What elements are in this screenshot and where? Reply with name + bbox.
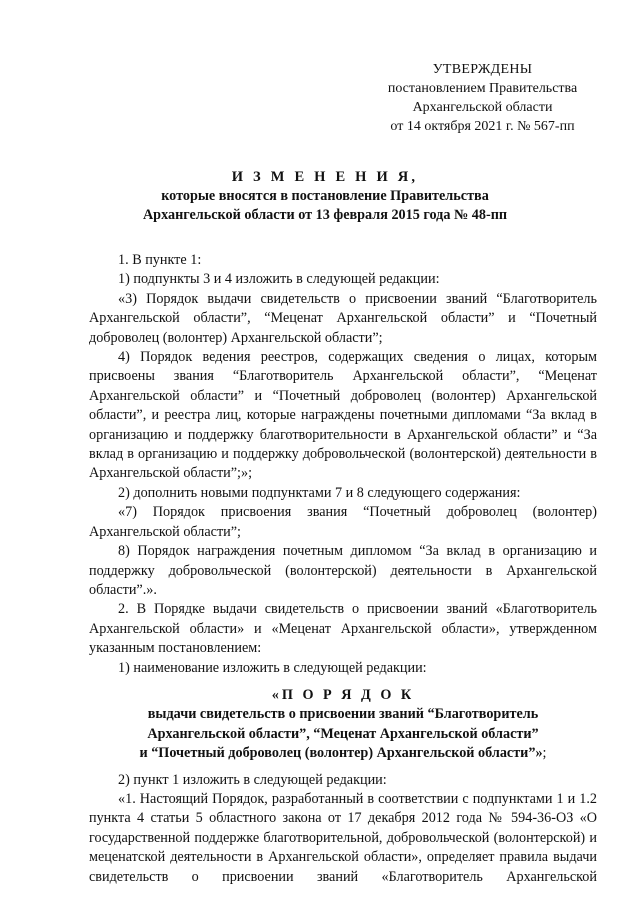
paragraph: 2. В Порядке выдачи свидетельств о присвоении званий «Благотворитель Архангельской области» и «Меценат Архангельской области», утвержденном указанным постановлением: <box>89 601 597 657</box>
paragraph: «3) Порядок выдачи свидетельств о присвоении званий “Благотворитель Архангельской области”, “Меценат Архангельской области” и “Почетный доброволец (волонтер) Архангельской области”; <box>89 290 597 346</box>
paragraph: 1. В пункте 1: <box>118 252 202 268</box>
paragraph: 1) наименование изложить в следующей редакции: <box>118 659 427 676</box>
paragraph: «1. Настоящий Порядок, разработанный в соответствии с подпунктами 1 и 1.2 пункта 4 статьи 5 областного закона от 17 декабря 2012 года № 594-36-ОЗ «О государственной поддержке благотворительной, добровольческой (волонтерской) и меценатской деятельности в Архангельской области», определяет правила выдачи свидетельств о присвоении званий «Благотворитель Архангельской <box>89 790 597 885</box>
paragraph: 4) Порядок ведения реестров, содержащих сведения о лицах, которым присвоены звания “Благотворитель Архангельской области”, “Меценат Архангельской области” и “Почетный доброволец (волонтер) Архангельской области”, и реестра лиц, которые награждены почетными дипломами “За вклад в организацию и поддержку благотворительности в Архангельской области” и “За вклад в организацию и поддержку добровольческой (волонтерской) деятельности в Архангельской области”;»; <box>89 349 597 482</box>
procedure-title-line: Архангельской области”, “Меценат Архангельской области” <box>147 725 539 742</box>
heading-title: И З М Е Н Е Н И Я, <box>231 169 419 185</box>
approval-line: постановлением Правительства <box>387 81 578 96</box>
paragraph: «7) Порядок присвоения звания “Почетный доброволец (волонтер) Архангельской области”; <box>89 504 597 540</box>
approval-stamp <box>380 60 585 136</box>
procedure-title-suffix: ; <box>542 745 547 762</box>
paragraph: 1) подпункты 3 и 4 изложить в следующей редакции: <box>118 271 440 288</box>
heading-line: Архангельской области от 13 февраля 2015 года № 48-пп <box>142 207 508 223</box>
procedure-title-block <box>89 686 597 764</box>
paragraph: 8) Порядок награждения почетным дипломом “За вклад в организацию и поддержку добровольческой (волонтерской) деятельности в Архангельской области”.». <box>89 543 597 598</box>
approval-title: УТВЕРЖДЕНЫ <box>432 62 533 77</box>
paragraph: 2) пункт 1 изложить в следующей редакции: <box>118 771 387 788</box>
procedure-title-line: и “Почетный доброволец (волонтер) Архангельской области”»; <box>139 745 547 762</box>
approval-line: от 14 октября 2021 г. № 567-пп <box>390 119 575 134</box>
heading-line: которые вносятся в постановление Правительства <box>161 188 489 204</box>
document-heading <box>90 168 560 225</box>
paragraph: 2) дополнить новыми подпунктами 7 и 8 следующего содержания: <box>118 484 521 501</box>
document-body <box>89 251 597 887</box>
procedure-title: «П О Р Я Д О К <box>271 686 415 703</box>
procedure-title-line: выдачи свидетельств о присвоении званий “Благотворитель <box>147 706 539 723</box>
approval-line: Архангельской области <box>412 100 553 115</box>
